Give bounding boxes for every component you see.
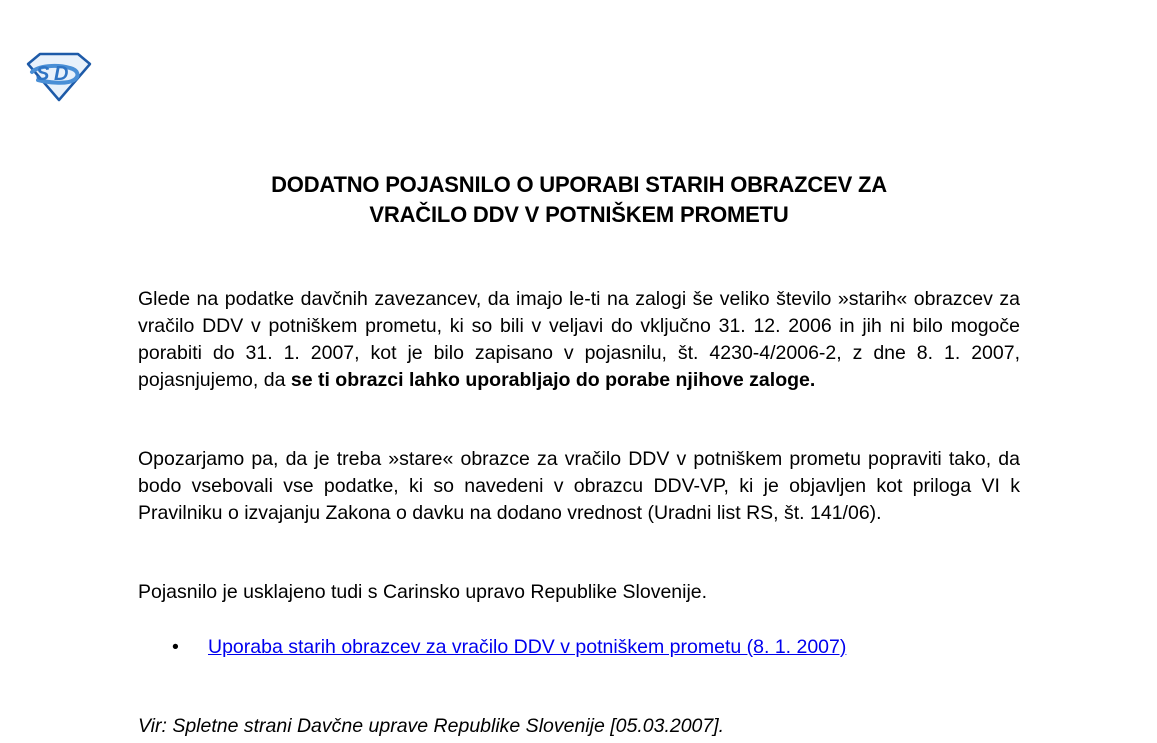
title-line-2: VRAČILO DDV V POTNIŠKEM PROMETU — [369, 202, 789, 227]
paragraph-3: Pojasnilo je usklajeno tudi s Carinsko upravo Republike Slovenije. — [138, 581, 708, 603]
source-citation: Vir: Spletne strani Davčne uprave Republike Slovenije [05.03.2007]. — [138, 715, 725, 737]
paragraph-1-text: Glede na podatke davčnih zavezancev, da imajo le-ti na zalogi še veliko število »starih« obrazcev za vračilo DDV v potniškem prometu, ki so bili v veljavi do vključno 31. 12. 2006 in jih ni bilo mogoče porabiti do 31. 1. 2007, kot je bilo zapisano v pojasnilu, št. 4230-4/2006-2, z dne 8. 1. 2007, pojasnjujemo, da — [138, 288, 1020, 391]
list-item — [172, 634, 846, 661]
sd-logo-icon — [22, 50, 96, 104]
related-document-link[interactable]: Uporaba starih obrazcev za vračilo DDV v potniškem prometu (8. 1. 2007) — [208, 636, 847, 658]
svg-text:D: D — [54, 63, 69, 85]
svg-text:S: S — [36, 63, 50, 85]
title-line-1: DODATNO POJASNILO O UPORABI STARIH OBRAZCEV ZA — [271, 172, 887, 197]
paragraph-1-bold: se ti obrazci lahko uporabljajo do porabe njihove zaloge. — [290, 369, 816, 391]
document-title — [138, 170, 1020, 230]
paragraph-1 — [138, 286, 1020, 394]
bullet-marker: • — [172, 636, 179, 658]
paragraph-2: Opozarjamo pa, da je treba »stare« obrazce za vračilo DDV v potniškem prometu popraviti tako, da bodo vsebovali vse podatke, ki so navedeni v obrazcu DDV-VP, ki je objavljen kot priloga VI k Pravilniku o izvajanju Zakona o davku na dodano vrednost (Uradni list RS, št. 141/06). — [138, 448, 1020, 524]
